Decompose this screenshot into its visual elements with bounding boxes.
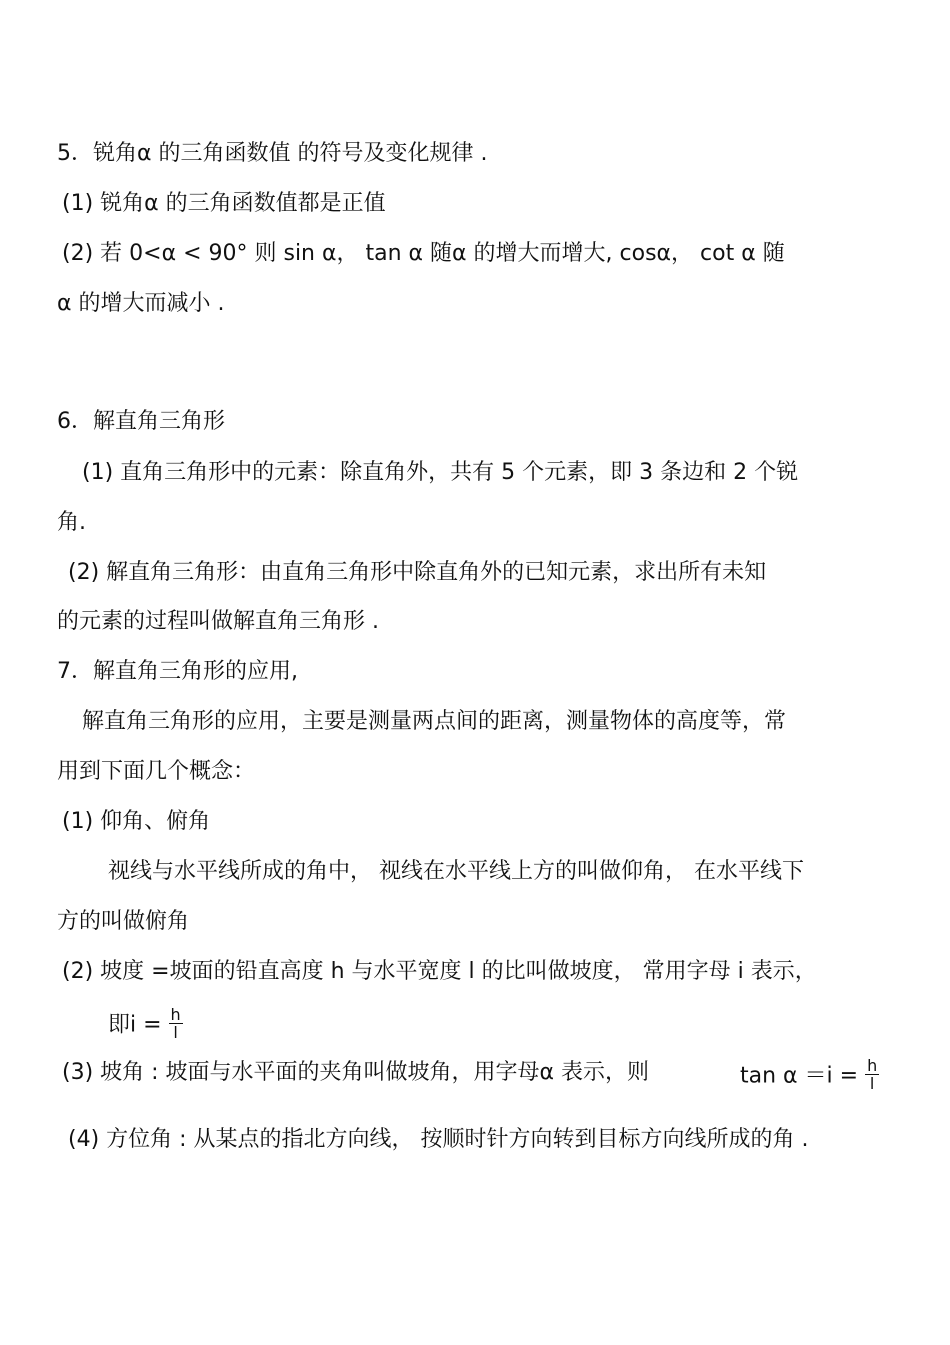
slope-fraction <box>169 1006 183 1041</box>
section-5-point-1: (1) 锐角α 的三角函数值都是正值 <box>62 191 386 216</box>
tan-fraction <box>865 1057 879 1092</box>
fraction-numerator: h <box>170 1005 181 1024</box>
section-7-intro-line-2: 用到下面几个概念： <box>57 759 256 784</box>
section-5-title: 5．锐角α 的三角函数值 的符号及变化规律 . <box>57 141 488 166</box>
concept-3-text: (3) 坡角 : 坡面与水平面的夹角叫做坡角，用字母α 表示，则 <box>62 1060 650 1085</box>
section-7-title: 7．解直角三角形的应用, <box>57 659 298 684</box>
section-6-point-1-line-2: 角. <box>57 510 86 535</box>
fraction-denominator: l <box>173 1023 178 1042</box>
fraction-numerator: h <box>867 1056 878 1075</box>
section-6-point-2-line-2: 的元素的过程叫做解直角三角形 . <box>57 609 379 634</box>
concept-3-formula <box>740 1056 879 1093</box>
concept-2-line-1: (2) 坡度 =坡面的铅直高度 h 与水平宽度 l 的比叫做坡度， 常用字母 i 表示， <box>62 959 817 984</box>
section-5-point-2-line-1: (2) 若 0<α < 90° 则 sin α， tan α 随α 的增大而增大, cosα， cot α 随 <box>62 241 785 266</box>
tan-formula: tan α ＝i = <box>740 1063 866 1089</box>
concept-2-formula <box>108 1005 183 1042</box>
concept-1-line-2: 方的叫做俯角 <box>57 909 190 934</box>
concept-1-line-1: 视线与水平线所成的角中， 视线在水平线上方的叫做仰角， 在水平线下 <box>108 859 804 884</box>
section-6-point-1-line-1: (1) 直角三角形中的元素：除直角外，共有 5 个元素，即 3 条边和 2 个锐 <box>82 460 799 485</box>
section-6-point-2-line-1: (2) 解直角三角形：由直角三角形中除直角外的已知元素，求出所有未知 <box>68 560 767 585</box>
section-5-point-2-line-2: α 的增大而减小 . <box>57 291 225 316</box>
concept-1-title: (1) 仰角、俯角 <box>62 809 211 834</box>
slope-formula-prefix: 即i = <box>108 1012 169 1038</box>
section-7-intro-line-1: 解直角三角形的应用，主要是测量两点间的距离，测量物体的高度等，常 <box>82 709 787 734</box>
fraction-denominator: l <box>869 1074 875 1093</box>
concept-4-text: (4) 方位角 : 从某点的指北方向线， 按顺时针方向转到目标方向线所成的角 . <box>68 1127 809 1152</box>
section-6-title: 6．解直角三角形 <box>57 409 225 434</box>
